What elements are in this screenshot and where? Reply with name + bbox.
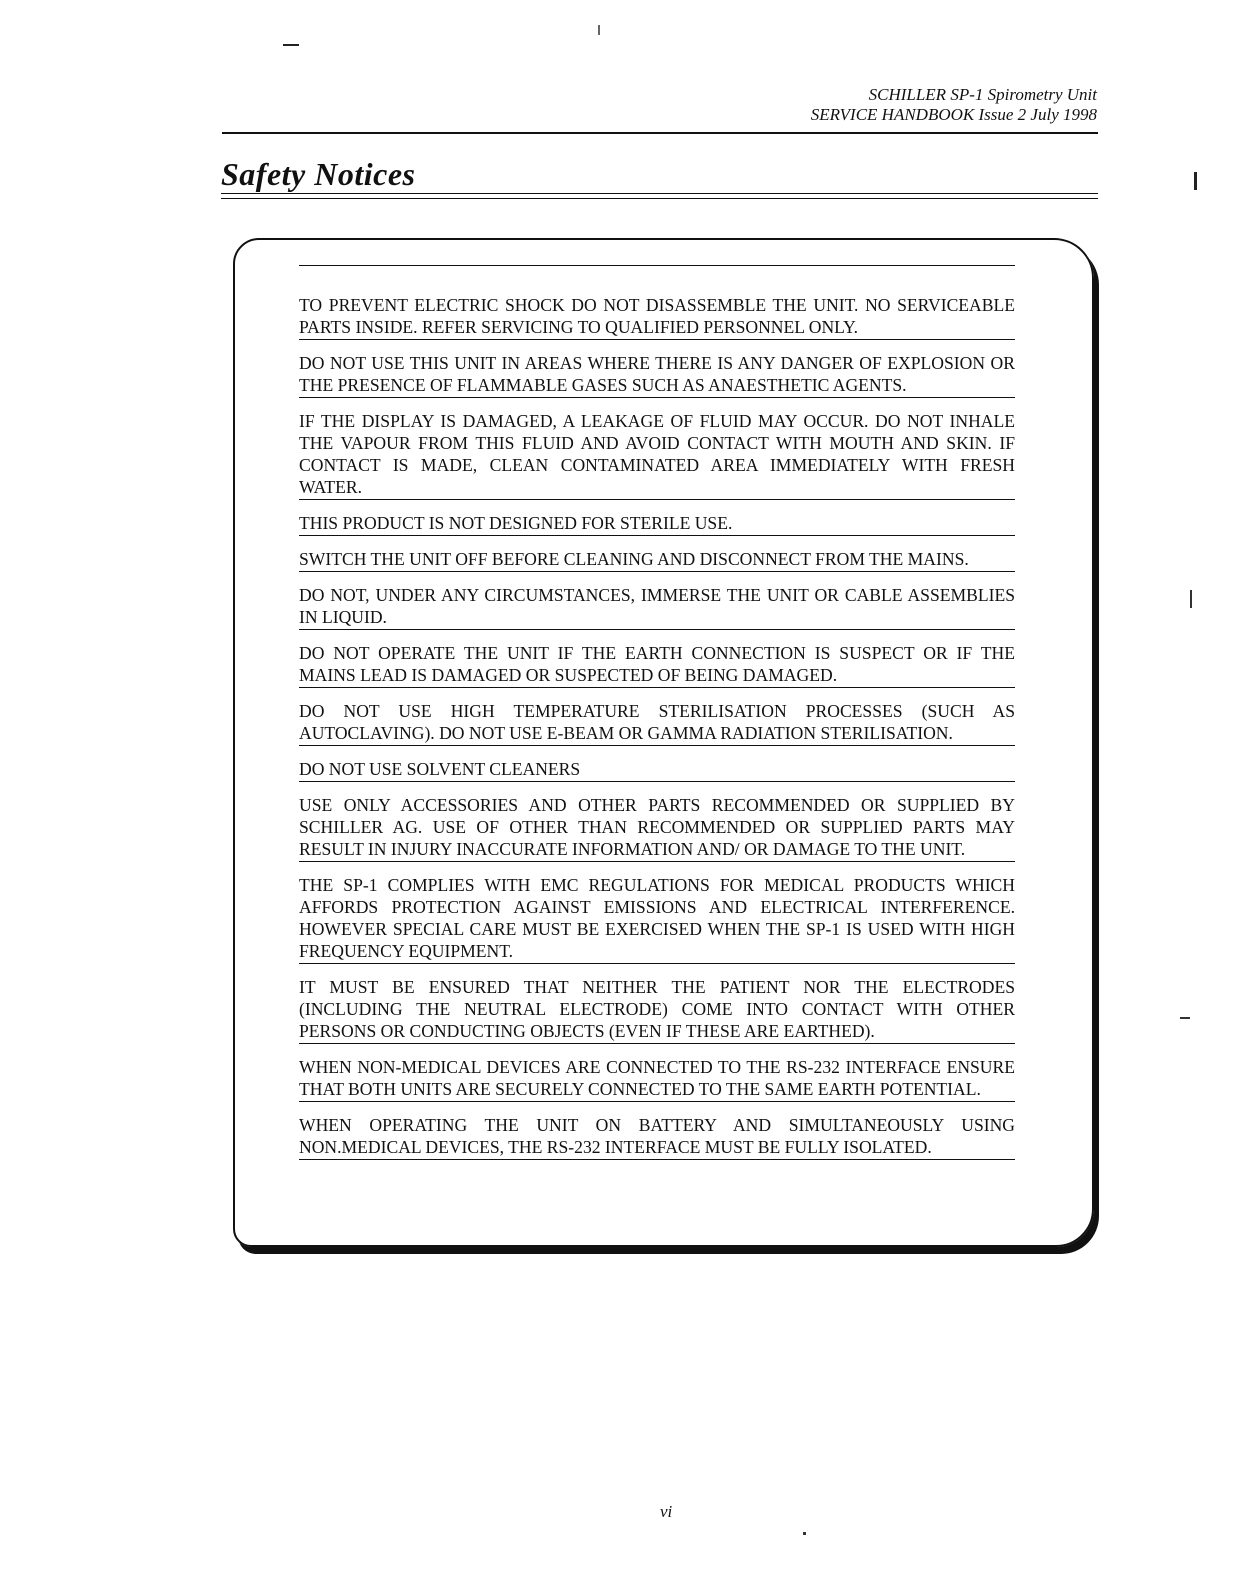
title-rule-double: [221, 198, 1098, 199]
scan-speck: [1190, 590, 1192, 608]
notice-item: DO NOT OPERATE THE UNIT IF THE EARTH CONNECTION IS SUSPECT OR IF THE MAINS LEAD IS DAMAGED OR SUSPECTED OF BEING DAMAGED.: [299, 638, 1015, 688]
page-title: Safety Notices: [221, 156, 416, 192]
page-number: vi: [660, 1502, 673, 1521]
header-rule: [222, 132, 1098, 134]
notice-item: DO NOT USE SOLVENT CLEANERS: [299, 754, 1015, 782]
notice-item: DO NOT USE THIS UNIT IN AREAS WHERE THERE IS ANY DANGER OF EXPLOSION OR THE PRESENCE OF FLAMMABLE GASES SUCH AS ANAESTHETIC AGENTS.: [299, 348, 1015, 398]
notice-item: WHEN NON-MEDICAL DEVICES ARE CONNECTED TO THE RS-232 INTERFACE ENSURE THAT BOTH UNITS ARE SECURELY CONNECTED TO THE SAME EARTH POTENTIAL.: [299, 1052, 1015, 1102]
notice-item: IT MUST BE ENSURED THAT NEITHER THE PATIENT NOR THE ELECTRODES (INCLUDING THE NEUTRAL ELECTRODE) COME INTO CONTACT WITH OTHER PERSONS OR CONDUCTING OBJECTS (EVEN IF THESE ARE EARTHED).: [299, 972, 1015, 1044]
notice-item: THIS PRODUCT IS NOT DESIGNED FOR STERILE USE.: [299, 508, 1015, 536]
notice-item: USE ONLY ACCESSORIES AND OTHER PARTS RECOMMENDED OR SUPPLIED BY SCHILLER AG. USE OF OTHER THAN RECOMMENDED OR SUPPLIED PARTS MAY RESULT IN INJURY INACCURATE INFORMATION AND/ OR DAMAGE TO THE UNIT.: [299, 790, 1015, 862]
scan-speck: [1180, 1017, 1190, 1019]
scan-speck: [598, 25, 600, 35]
title-rule: [221, 193, 1098, 194]
scan-speck: [1194, 172, 1197, 190]
notice-item: THE SP-1 COMPLIES WITH EMC REGULATIONS FOR MEDICAL PRODUCTS WHICH AFFORDS PROTECTION AGAINST EMISSIONS AND ELECTRICAL INTERFERENCE. HOWEVER SPECIAL CARE MUST BE EXERCISED WHEN THE SP-1 IS USED WITH HIGH FREQUENCY EQUIPMENT.: [299, 870, 1015, 964]
notice-item: WHEN OPERATING THE UNIT ON BATTERY AND SIMULTANEOUSLY USING NON.MEDICAL DEVICES, THE RS-232 INTERFACE MUST BE FULLY ISOLATED.: [299, 1110, 1015, 1160]
notice-item: DO NOT, UNDER ANY CIRCUMSTANCES, IMMERSE THE UNIT OR CABLE ASSEMBLIES IN LIQUID.: [299, 580, 1015, 630]
notice-item: SWITCH THE UNIT OFF BEFORE CLEANING AND DISCONNECT FROM THE MAINS.: [299, 544, 1015, 572]
scan-speck: [803, 1532, 806, 1535]
notice-item: DO NOT USE HIGH TEMPERATURE STERILISATION PROCESSES (SUCH AS AUTOCLAVING). DO NOT USE E-BEAM OR GAMMA RADIATION STERILISATION.: [299, 696, 1015, 746]
header-handbook: SERVICE HANDBOOK Issue 2 July 1998: [810, 105, 1097, 124]
notice-item: TO PREVENT ELECTRIC SHOCK DO NOT DISASSEMBLE THE UNIT. NO SERVICEABLE PARTS INSIDE. REFER SERVICING TO QUALIFIED PERSONNEL ONLY.: [299, 265, 1015, 340]
running-header: [811, 85, 1097, 125]
header-product: SCHILLER SP-1 Spirometry Unit: [868, 85, 1097, 104]
notice-list: [299, 265, 1015, 1168]
scan-speck: [283, 44, 299, 46]
notice-item: IF THE DISPLAY IS DAMAGED, A LEAKAGE OF FLUID MAY OCCUR. DO NOT INHALE THE VAPOUR FROM THIS FLUID AND AVOID CONTACT WITH MOUTH AND SKIN. IF CONTACT IS MADE, CLEAN CONTAMINATED AREA IMMEDIATELY WITH FRESH WATER.: [299, 406, 1015, 500]
